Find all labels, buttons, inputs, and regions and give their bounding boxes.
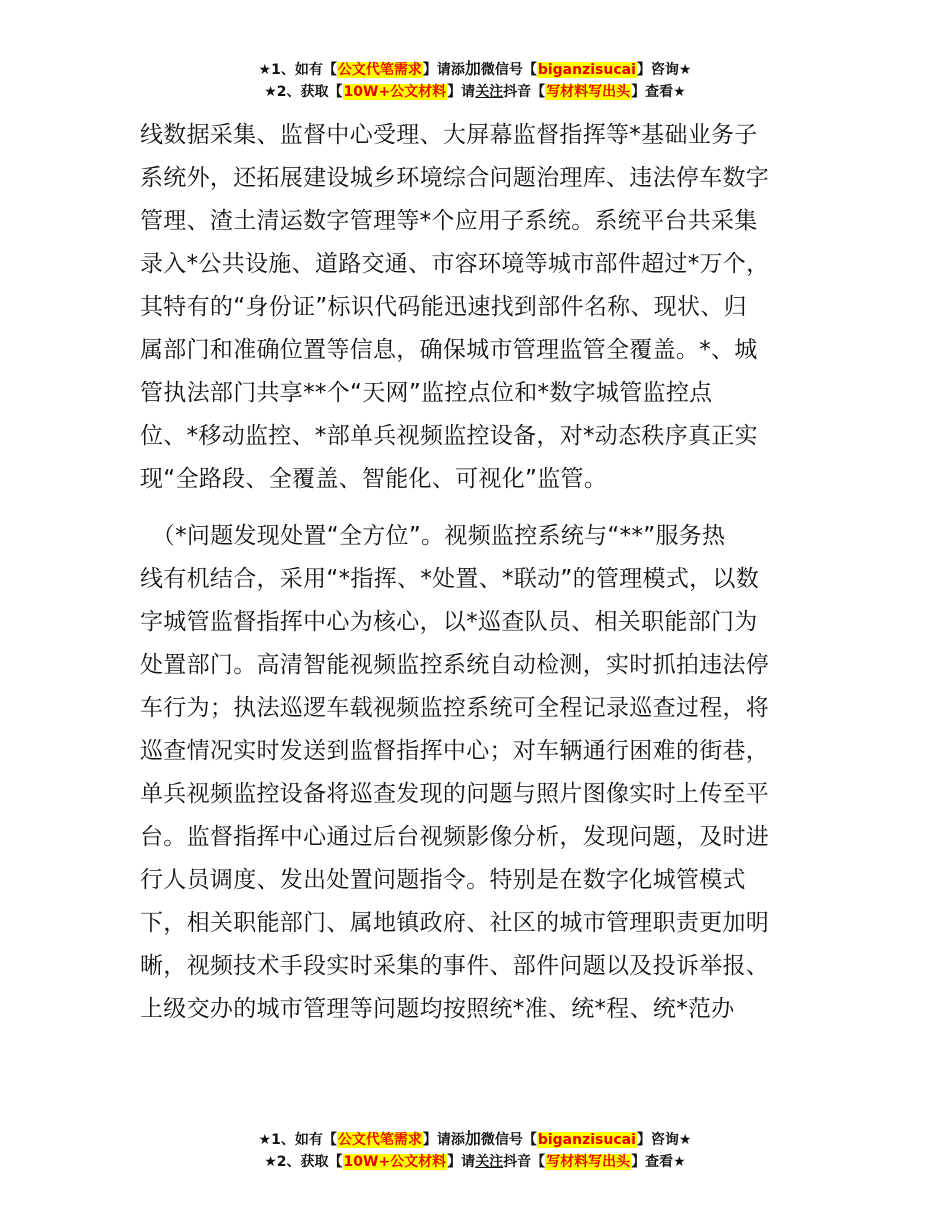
banner-text: 】请 xyxy=(447,84,476,100)
banner-line-2 xyxy=(0,1151,950,1173)
highlight-douyin-account: 写材料写出头 xyxy=(546,84,631,100)
banner-text: ★1、如有【 xyxy=(258,1132,337,1148)
banner-text: ★2、获取【 xyxy=(264,1154,343,1170)
text-line: 管理、渣土清运数字管理等*个应用子系统。系统平台共采集 xyxy=(140,208,758,234)
banner-text: 加 xyxy=(464,59,481,78)
text-line: 下，相关职能部门、属地镇政府、社区的城市管理职责更加明 xyxy=(140,910,770,936)
highlight-materials: 10W+公文材料 xyxy=(343,84,447,100)
paragraph-spacer xyxy=(140,501,812,515)
text-line: 字城管监督指挥中心为核心，以*巡查队员、相关职能部门为 xyxy=(140,609,758,635)
banner-text: 微信号【 xyxy=(480,62,537,78)
banner-text: 关注 xyxy=(475,1154,504,1170)
text-line: 行人员调度、发出处置问题指令。特别是在数字化城管模式 xyxy=(140,867,746,893)
text-line: 位、*移动监控、*部单兵视频监控设备，对*动态秩序真正实 xyxy=(140,423,758,449)
text-line: 台。监督指挥中心通过后台视频影像分析，发现问题，及时进 xyxy=(140,824,770,850)
text-line: 录入*公共设施、道路交通、市容环境等城市部件超过*万个， xyxy=(140,251,770,277)
paragraph-2 xyxy=(140,515,812,1031)
text-line: （*问题发现处置“全方位”。视频监控系统与“**”服务热 xyxy=(140,523,726,549)
header-banner xyxy=(0,58,950,103)
text-line: 处置部门。高清智能视频监控系统自动检测，实时抓拍违法停 xyxy=(140,652,770,678)
highlight-service: 公文代笔需求 xyxy=(337,62,422,78)
banner-text: 】咨询★ xyxy=(636,1132,692,1148)
footer-banner xyxy=(0,1128,950,1173)
banner-text: 抖音【 xyxy=(503,84,546,100)
text-line: 现“全路段、全覆盖、智能化、可视化”监管。 xyxy=(140,466,608,492)
text-line: 单兵视频监控设备将巡查发现的问题与照片图像实时上传至平 xyxy=(140,781,770,807)
banner-text: 抖音【 xyxy=(503,1154,546,1170)
banner-line-1 xyxy=(0,1128,950,1151)
banner-line-2 xyxy=(0,81,950,103)
paragraph-1 xyxy=(140,114,812,501)
banner-text: 】咨询★ xyxy=(636,62,692,78)
banner-text: 】查看★ xyxy=(631,1154,686,1170)
banner-text: 】请 xyxy=(447,1154,476,1170)
text-line: 线有机结合，采用“*指挥、*处置、*联动”的管理模式，以数 xyxy=(140,566,760,592)
text-line: 管执法部门共享**个“天网”监控点位和*数字城管监控点 xyxy=(140,380,713,406)
text-line: 系统外，还拓展建设城乡环境综合问题治理库、违法停车数字 xyxy=(140,165,770,191)
text-line: 晰，视频技术手段实时采集的事件、部件问题以及投诉举报、 xyxy=(140,953,770,979)
text-line: 上级交办的城市管理等问题均按照统*准、统*程、统*范办 xyxy=(140,996,735,1022)
text-line: 车行为；执法巡逻车载视频监控系统可全程记录巡查过程，将 xyxy=(140,695,770,721)
banner-text: 加 xyxy=(464,1129,481,1148)
highlight-wechat-id: biganzisucai xyxy=(537,62,636,78)
banner-text: 】请添 xyxy=(422,1132,465,1148)
banner-text: 】查看★ xyxy=(631,84,686,100)
banner-text: 】请添 xyxy=(422,62,465,78)
banner-text: 微信号【 xyxy=(480,1132,537,1148)
banner-text: 关注 xyxy=(475,84,504,100)
document-body xyxy=(140,114,812,1031)
text-line: 其特有的“身份证”标识代码能迅速找到部件名称、现状、归 xyxy=(140,294,747,320)
banner-text: ★2、获取【 xyxy=(264,84,343,100)
highlight-douyin-account: 写材料写出头 xyxy=(546,1154,631,1170)
highlight-service: 公文代笔需求 xyxy=(337,1132,422,1148)
highlight-wechat-id: biganzisucai xyxy=(537,1132,636,1148)
banner-line-1 xyxy=(0,58,950,81)
text-line: 线数据采集、监督中心受理、大屏幕监督指挥等*基础业务子 xyxy=(140,122,758,148)
text-line: 巡查情况实时发送到监督指挥中心；对车辆通行困难的街巷， xyxy=(140,738,770,764)
text-line: 属部门和准确位置等信息，确保城市管理监管全覆盖。*、城 xyxy=(140,337,758,363)
banner-text: ★1、如有【 xyxy=(258,62,337,78)
highlight-materials: 10W+公文材料 xyxy=(343,1154,447,1170)
